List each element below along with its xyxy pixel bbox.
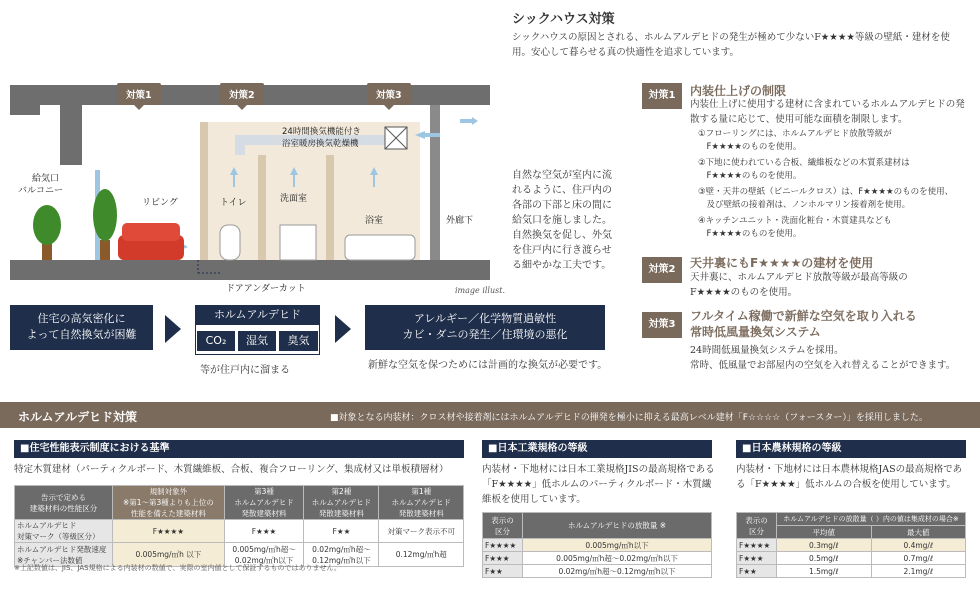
sec1-text: 特定木質建材（パーティクルボード、木質繊維板、合板、複合フローリング、集成材又は単板積層材） <box>14 464 449 475</box>
sec2-th: ホルムアルデヒドの放散量 ※ <box>523 513 712 539</box>
sec2-head: ■日本工業規格の等級 <box>482 440 712 458</box>
measure-2-text: 天井裏に、ホルムアルデヒド放散等級が最高等級の F★★★★のものを使用。 <box>690 272 908 298</box>
sec3-cell: 0.3mg/ℓ <box>777 539 872 552</box>
flow-arrow-1 <box>165 315 181 343</box>
measure-1-tag: 対策1 <box>642 83 682 109</box>
sec3-cell: F★★★★ <box>737 539 777 552</box>
sec1-cell: ホルムアルデヒド発散速度 ※チャンバー法数値 <box>15 543 113 567</box>
sec3-head: ■日本農林規格の等級 <box>736 440 966 458</box>
sec1-th: 第3種 ホルムアルデヒド 発散建築材料 <box>224 486 304 520</box>
measure-1-item-2: ②下地に使われている合板、繊維板などの木質系建材は F★★★★のものを使用。 <box>698 158 910 181</box>
sec3-cell: 2.1mg/ℓ <box>871 565 966 578</box>
sec3-cell: F★★★ <box>737 552 777 565</box>
sec1-cell: F★★★ <box>224 520 304 543</box>
measure-1-item-3: ③壁・天井の壁紙（ビニールクロス）は、F★★★★のものを使用、 及び壁紙の接着剤は、ノンホルマリン接着剤を使用。 <box>698 187 954 210</box>
sec3-cell: F★★ <box>737 565 777 578</box>
sec1-cell: F★★ <box>304 520 379 543</box>
illust-note: image illust. <box>455 286 506 295</box>
sec3-th: 最大値 <box>871 526 966 539</box>
sec1-cell: F★★★★ <box>113 520 225 543</box>
sec2-cell: 0.005mg/㎡h超〜0.02mg/㎡h以下 <box>523 552 712 565</box>
intro-text: シックハウスの原因とされる、ホルムアルデヒドの発生が極めて少ないF★★★★等級の壁紙・建材を使用。安心して暮らせる真の快適性を追求しています。 <box>512 32 950 58</box>
sec2-table <box>482 512 712 578</box>
sec1-cell: ホルムアルデヒド 対策マーク（等級区分） <box>15 520 113 543</box>
room-bath: 浴室 <box>365 216 384 226</box>
flow-step-2-head: ホルムアルデヒド <box>195 305 320 325</box>
measure-1-item-1: ①フローリングには、ホルムアルデヒド放散等級が F★★★★のものを使用。 <box>698 129 892 152</box>
sec3-th-top: ホルムアルデヒドの放散量（ ）内の値は集成材の場合※ <box>777 513 966 526</box>
measure-3-tag: 対策3 <box>642 312 682 338</box>
sec3-cell: 0.4mg/ℓ <box>871 539 966 552</box>
sec1-cell: 対策マーク表示不可 <box>379 520 464 543</box>
measure-1-item-4: ④キッチンユニット・洗面化粧台・木質建具なども F★★★★のものを使用。 <box>698 216 892 239</box>
diagram-tag-measure-2: 対策2 <box>220 83 264 105</box>
sec2-cell: 0.005mg/㎡h以下 <box>523 539 712 552</box>
sec2-cell: 0.02mg/㎡h超〜0.12mg/㎡h以下 <box>523 565 712 578</box>
sec3-table <box>736 512 966 578</box>
room-balcony: バルコニー <box>18 186 64 196</box>
device-label-1: 24時間換気機能付き <box>282 127 361 137</box>
room-supply: 給気口 <box>32 174 60 184</box>
flow-step-3: アレルギー／化学物質過敏性 カビ・ダニの発生／住環境の悪化 <box>365 305 605 350</box>
sec3-cell: 0.5mg/ℓ <box>777 552 872 565</box>
footnote: ※上記数値は、JIS、JAS規格による内装材の数値で、実際の室内値として保証するものではありません。 <box>14 564 341 572</box>
sec1-th: 第2種 ホルムアルデヒド 発散建築材料 <box>304 486 379 520</box>
diagram-tag-measure-3: 対策3 <box>367 83 411 105</box>
flow-step-3-note: 新鮮な空気を保つためには計画的な換気が必要です。 <box>368 360 608 371</box>
sec1-cell: 0.12mg/㎡h超 <box>379 543 464 567</box>
flow-step-2-note: 等が住戸内に溜まる <box>200 365 290 376</box>
sec3-cell: 1.5mg/ℓ <box>777 565 872 578</box>
sec3-th: 平均値 <box>777 526 872 539</box>
measure-2-tag: 対策2 <box>642 257 682 283</box>
sec1-th: 告示で定める 建築材料の性能区分 <box>15 486 113 520</box>
measure-1-head: 内装仕上げの制限 <box>690 84 787 98</box>
house-diagram <box>0 75 500 300</box>
flow-step-1: 住宅の高気密化に よって自然換気が困難 <box>10 305 153 350</box>
room-toilet: トイレ <box>220 198 247 208</box>
sec2-cell: F★★ <box>483 565 523 578</box>
sec3-th: 表示の 区分 <box>737 513 777 539</box>
sec2-cell: F★★★★ <box>483 539 523 552</box>
diagram-tag-measure-1: 対策1 <box>117 83 161 105</box>
sec1-th: 規制対象外 ※第1〜第3種よりも上位の 性能を備えた建築材料 <box>113 486 225 520</box>
house-section-illustration <box>0 75 500 300</box>
sec2-text: 内装材・下地材には日本工業規格JISの最高規格である「F★★★★」低ホルムのパーティクルボード・木質繊維板を使用しています。 <box>482 464 715 505</box>
sec3-cell: 0.7mg/ℓ <box>871 552 966 565</box>
formaldehyde-title: ホルムアルデヒド対策 <box>18 410 138 424</box>
sec1-cell: 0.005mg/㎡h 以下 <box>113 543 225 567</box>
room-washroom: 洗面室 <box>280 194 308 204</box>
sec1-th: 第1種 ホルムアルデヒド 発散建築材料 <box>379 486 464 520</box>
flow-arrow-2 <box>335 315 351 343</box>
air-flow-text: 自然な空気が室内に流れるように、住戸内の各部の下部と床の間に給気口を施しました。自然換気を促し、外気を住戸内に行き渡らせる細やかな工夫です。 <box>512 170 612 271</box>
room-corridor: 外廊下 <box>446 216 474 226</box>
sec2-cell: F★★★ <box>483 552 523 565</box>
measure-2-head: 天井裏にもF★★★★の建材を使用 <box>690 256 874 270</box>
flow-chip-humidity: 湿気 <box>238 331 276 351</box>
sec3-text: 内装材・下地材には日本農林規格JASの最高規格である「F★★★★」低ホルムの合板を使用しています。 <box>736 464 963 490</box>
measure-1-text: 内装仕上げに使用する建材に含まれているホルムアルデヒドの発散する量に応じて、使用可能な面積を制限します。 <box>690 99 965 125</box>
formaldehyde-note: ■対象となる内装材：クロス材や接着剤にはホルムアルデヒドの揮発を極小に抑える最高レベル建材「F☆☆☆☆（フォースター）」を採用しました。 <box>330 413 928 423</box>
flow-chip-odor: 臭気 <box>279 331 318 351</box>
sec1-head: ■住宅性能表示制度における基準 <box>14 440 464 458</box>
flow-chip-co2: CO₂ <box>197 331 235 351</box>
room-living: リビング <box>142 198 178 208</box>
sec1-table <box>14 485 464 567</box>
measure-3-text: 24時間低風量換気システムを採用。 常時、低風量でお部屋内の空気を入れ替えることができます。 <box>690 345 956 371</box>
sec1-cell: 0.005mg/㎡h超〜 0.02mg/㎡h以下 <box>224 543 304 567</box>
sec1-cell: 0.02mg/㎡h超〜 0.12mg/㎡h以下 <box>304 543 379 567</box>
intro-title: シックハウス対策 <box>512 12 615 27</box>
sec2-th: 表示の 区分 <box>483 513 523 539</box>
measure-3-head: フルタイム稼働で新鮮な空気を取り入れる 常時低風量換気システム <box>690 309 917 339</box>
device-label-2: 浴室暖房換気乾燥機 <box>282 139 359 149</box>
undercut-label: ドアアンダーカット <box>226 284 306 294</box>
